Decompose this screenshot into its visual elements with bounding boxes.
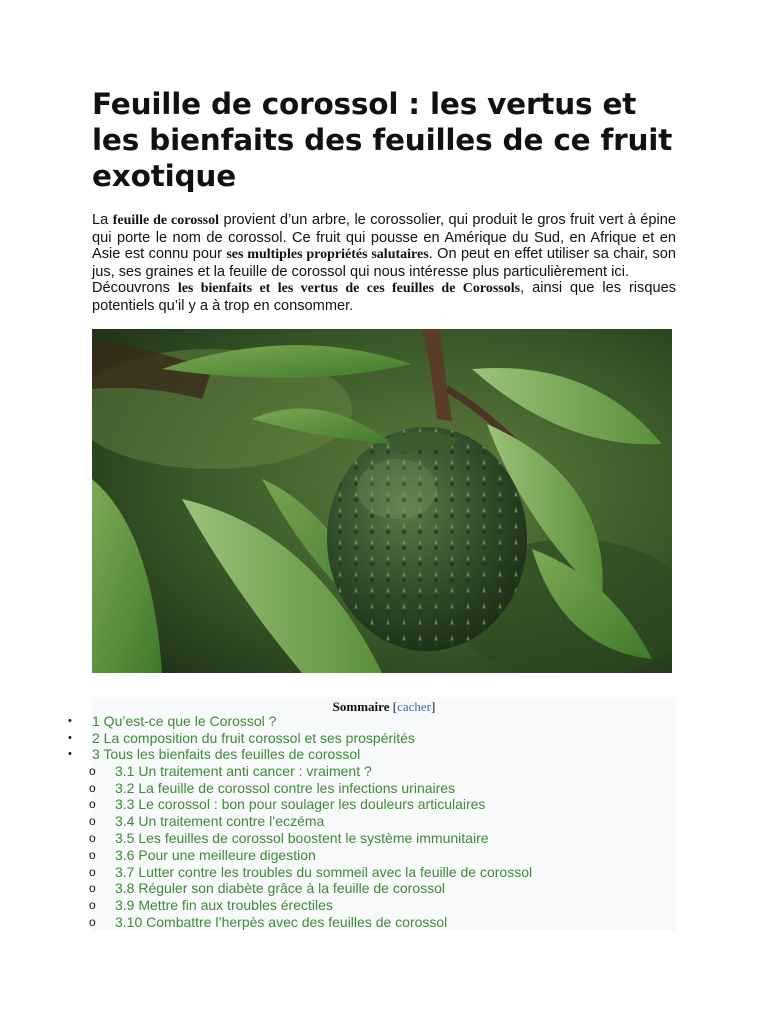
intro-text-span: , ainsi que les risques potentiels qu’il y a à trop en consommer. xyxy=(92,280,676,314)
disc-bullet-icon: • xyxy=(68,748,72,761)
toc-sublink[interactable]: 3.2 La feuille de corossol contre les infections urinaires xyxy=(115,779,456,796)
circle-bullet-icon: o xyxy=(89,797,96,812)
intro-paragraph-1 xyxy=(92,212,676,280)
soursop-illustration xyxy=(92,329,672,673)
intro-text-span: La xyxy=(92,212,113,228)
circle-bullet-icon: o xyxy=(89,847,96,862)
intro-bold-term: feuille de corossol xyxy=(112,213,219,228)
page-title: Feuille de corossol : les vertus et les bienfaits des feuilles de ce fruit exotique xyxy=(92,87,673,193)
toc-subitem xyxy=(89,880,676,897)
intro-text xyxy=(92,212,676,315)
disc-bullet-icon: • xyxy=(68,731,72,744)
toc-sublink[interactable]: 3.10 Combattre l’herpès avec des feuilles de corossol xyxy=(115,913,448,930)
toc-subitem xyxy=(89,762,676,780)
toc-toggle-bracket-open: [ xyxy=(392,699,398,714)
circle-bullet-icon: o xyxy=(89,763,96,778)
toc-subitem xyxy=(89,863,676,881)
circle-bullet-icon: o xyxy=(89,780,96,795)
toc-hide-link[interactable]: cacher xyxy=(397,699,431,714)
toc-subitem xyxy=(89,829,676,847)
toc-subitem xyxy=(89,813,676,830)
soursop-photo xyxy=(92,329,672,673)
toc-sublink[interactable]: 3.6 Pour une meilleure digestion xyxy=(115,846,316,863)
toc-sublink[interactable]: 3.9 Mettre fin aux troubles érectiles xyxy=(115,897,333,914)
intro-text-span: . On peut en effet utiliser sa chair, son jus, ses graines et la feuille de corossol qui nous intéresse plus particulièrement ici. xyxy=(92,246,676,280)
toc-sublink[interactable]: 3.4 Un traitement contre l’eczéma xyxy=(115,813,325,830)
toc-subitem xyxy=(89,846,676,864)
toc-item xyxy=(68,713,676,730)
intro-text-span: Découvrons xyxy=(92,280,178,297)
toc-subitem xyxy=(89,897,676,914)
toc-title: Sommaire xyxy=(332,699,390,714)
circle-bullet-icon: o xyxy=(89,898,96,913)
toc-subitem xyxy=(89,779,676,797)
toc-link[interactable]: 2 La composition du fruit corossol et ses prospérités xyxy=(92,729,415,746)
toc-sublist xyxy=(89,762,676,931)
circle-bullet-icon: o xyxy=(89,881,96,896)
toc-link[interactable]: 3 Tous les bienfaits des feuilles de corossol xyxy=(92,746,361,763)
circle-bullet-icon: o xyxy=(89,914,96,929)
toc-item xyxy=(68,746,676,931)
toc-item xyxy=(68,729,676,747)
circle-bullet-icon: o xyxy=(89,814,96,829)
toc-subitem xyxy=(89,796,676,813)
toc-sublink[interactable]: 3.7 Lutter contre les troubles du sommeil avec la feuille de corossol xyxy=(115,863,533,880)
toc-subitem xyxy=(89,913,676,931)
toc-list xyxy=(68,713,676,931)
intro-bold-term: ses multiples propriétés salutaires xyxy=(226,247,429,263)
disc-bullet-icon: • xyxy=(68,715,72,727)
toc-sublink[interactable]: 3.8 Réguler son diabète grâce à la feuille de corossol xyxy=(115,880,445,897)
toc-toggle-bracket-close: ] xyxy=(430,699,436,714)
intro-paragraph-2 xyxy=(92,280,676,314)
intro-bold-term: les bienfaits et les vertus de ces feuilles de Corossols xyxy=(177,281,521,297)
circle-bullet-icon: o xyxy=(89,864,96,879)
table-of-contents xyxy=(68,697,676,930)
toc-sublink[interactable]: 3.3 Le corossol : bon pour soulager les douleurs articulaires xyxy=(115,796,486,813)
toc-sublink[interactable]: 3.5 Les feuilles de corossol boostent le système immunitaire xyxy=(115,829,489,846)
intro-text-span: provient d’un arbre, le corossolier, qui produit le gros fruit vert à épine qui porte le nom de corossol. Ce fruit qui pousse en Amérique du Sud, en Afrique et en Asie est connu pour xyxy=(92,212,676,263)
toc-link[interactable]: 1 Qu’est-ce que le Corossol ? xyxy=(92,713,277,729)
toc-sublink[interactable]: 3.1 Un traitement anti cancer : vraiment ? xyxy=(115,762,372,779)
circle-bullet-icon: o xyxy=(89,830,96,845)
